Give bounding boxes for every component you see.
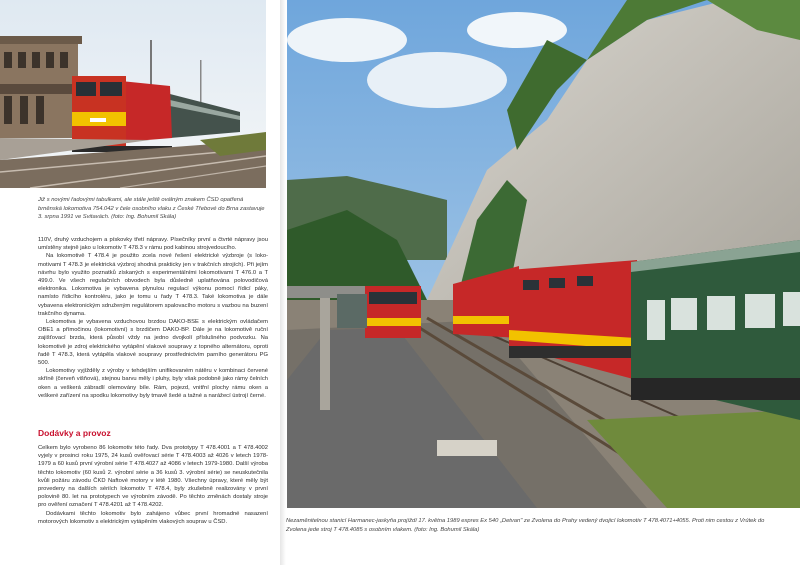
body-text-column-top <box>38 236 268 400</box>
paragraph: Celkem bylo vyrobeno 86 lokomotiv této řady. Dva prototypy T 478.4001 a T 478.4002 vyjely v prosinci roku 1975, 24 kusů ověřovací série T 478.4003 až 4026 v letech 1978-1979 a 60 kusů první výrobní série T 478.4027 až 4086 v letech 1979-1980. Další výroba těchto lokomotiv (60 kusů 2. výrobní série a 36 kusů 3. výrobní série) se neuskutečnila kvůli požáru závodu ČKD Naftové motory v létě 1980. Všechny úpravy, které měly být provedeny na dalších sériích lokomotiv T 478.4, byly zkušebně realizovány v první polovině 80. let na prototypech ve výrobním závodě. Po těchto změnách dostaly stroje pro ověření označení T 478.4201 až T 478.4202. <box>38 445 268 509</box>
section-heading: Dodávky a provoz <box>38 428 111 438</box>
paragraph: Na lokomotivě T 478.4 je použito zcela nové řešení elektrické výzbroje (s lokomotivami T 478.3 je elektrická výzbroj shodná prakticky jen v trakčních strojích). Při jejím návrhu bylo využito poznatků získaných s experimentálními lokomotivami T 476.0 a T 499.0. Ve všech regulačních obvodech byla důsledně uplatňována polovodičová elektronika. Lokomotiva je vybavena plynulou regulací výkonu pomocí řídicí páky, namísto řídicího kontroléru, jako je tomu u řady T 478.3. Také lokomotiva je dále vybavena elektronickým sdruženým regulátorem spalovacího motoru s vazbou na buzení trakčního dynama. <box>38 253 268 317</box>
station-photo-svitavy <box>0 0 266 188</box>
right-photo-caption: Nezaměnitelnou stanicí Harmanec-jaskyňa projíždí 17. května 1989 expres Ex 540 „Detvan" ze Zvolena do Prahy vedený dvojicí lokomotiv T 478.4071+4055. Proti nim cestou z Vrútek do Zvolena jede stroj T 478.4085 s osobním vlakem. (foto: Ing. Bohumil Skála) <box>286 518 765 533</box>
paragraph: Lokomotivy vyjížděly z výroby v tehdejším unifikovaném nátěru v kombinaci červené skříně (červeň višňová), stejnou barvu měly i pluhy, byly však podobně jako rámy čelních oken a veškerá zábradlí olemovány bíle. Rám, pojezd, vnitřní plochy rámu oken a veškeré zařízení na spodku lokomotivy byly tmavě šedé a tažné a narážecí ústrojí černé. <box>38 368 268 399</box>
paragraph: Dodávkami těchto lokomotiv bylo zahájeno vůbec první hromadné nasazení motorových lokomotiv s elektrickým vytápěním vlakových souprav u ČSD. <box>38 510 268 525</box>
page-gutter <box>280 0 286 565</box>
left-photo-caption: Již s novými řadovými tabulkami, ale stále ještě oválným znakem ČSD opatřená brněnská lokomotiva 754.042 v čele osobního vlaku z České Třebové do Brna zastavuje 3. srpna 1991 ve Svitavách. (foto: Ing. Bohumil Skála) <box>38 197 265 221</box>
body-text-column-bottom <box>38 444 268 526</box>
station-photo-harmanec <box>287 0 800 508</box>
paragraph: 110V, druhý vzduchojem a pískovky třetí nápravy. Písečníky první a čtvrté nápravy jsou umístěny stejně jako u lokomotiv T 478.3 v rámu pod kabinou strojvedoucího. <box>38 237 268 252</box>
paragraph: Lokomotiva je vybavena vzduchovou brzdou DAKO-BSE s elektrickým ovládačem OBE1 a přímočinou (lokomotivní) s brzdičem DAKO-BP. Dále je na lokomotivě ruční zajišťovací brzda, která působí vždy na jedno dvojkolí příslušného podvozku. Na lokomotivě je zdroj elektrického vytápění vlakové soupravy z topného alternátoru, oproti řadě T 478.3, která vytápěla vlakové soupravy prostřednictvím parního generátoru PG 500. <box>38 319 268 367</box>
